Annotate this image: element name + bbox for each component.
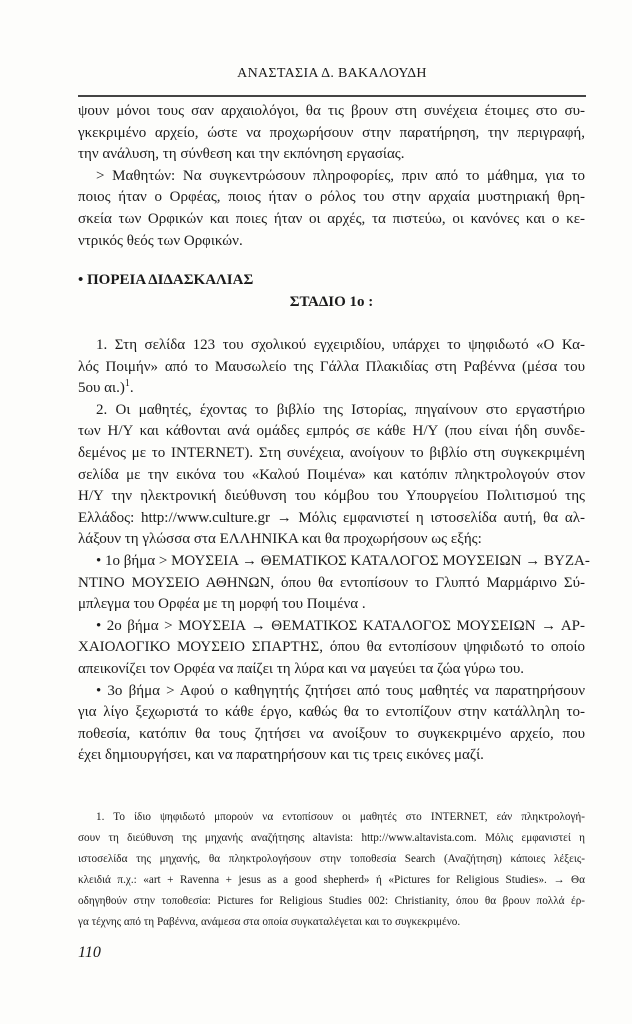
footnote [78, 807, 585, 933]
page-number: 110 [78, 944, 101, 961]
bullet-line: • 2ο βήμα > ΜΟΥΣΕΙΑ → ΘΕΜΑΤΙΚΟΣ ΚΑΤΑΛΟΓΟΣ ΜΟΥΣΕΙΩΝ → ΑΡ- [96, 617, 585, 634]
text-line: Ελλάδος: http://www.culture.gr → Μόλις εμφανιστεί η ιστοσελίδα αυτή, θα αλ- [78, 509, 585, 526]
text-line: έχει δημιουργήσει, και να παρατηρήσουν και τις τρεις εικόνες μαζί. [78, 747, 484, 764]
text-line: ΧΑΙΟΛΟΓΙΚΟ ΜΟΥΣΕΙΟ ΣΠΑΡΤΗΣ, όπου θα εντοπίσουν ψηφιδωτό το οποίο [78, 639, 585, 656]
running-header: ΑΝΑΣΤΑΣΙΑ Δ. ΒΑΚΑΛΟΥΔΗ [237, 66, 427, 81]
text-line: γκεκριμένο αρχείο, ώστε να προχωρήσουν στην παρατήρηση, την περιγραφή, [78, 124, 585, 141]
text-line: ποιος ήταν ο Ορφέας, ποιος ήταν ο ρόλος του στην αρχαία μυστηριακή θρη- [78, 189, 585, 206]
header-rule [78, 95, 586, 97]
text-line: την ανάλυση, τη σύνθεση και την εκπόνηση εργασίας. [78, 146, 405, 163]
text-line: Η/Υ την ηλεκτρονική διεύθυνση του κόμβου του Υπουργείου Πολιτισμού της [78, 488, 585, 505]
text-line: ντρικός θεός των Ορφικών. [78, 232, 243, 249]
body-paragraphs [78, 335, 590, 767]
footnote-line: κλειδιά π.χ.: «art + Ravenna + jesus as a good shepherd» ή «Pictures for Religious Studies». → Θα [78, 874, 585, 886]
footnote-line: 1. Το ίδιο ψηφιδωτό μπορούν να εντοπίσουν οι μαθητές στο INTERNET, εάν πληκτρολογή- [96, 811, 585, 823]
text-line: για λίγο ξεχωριστά το κάθε έργο, καθώς θα το εντοπίζουν στην κατάλληλη το- [78, 704, 585, 721]
text-line: ψουν μόνοι τους σαν αρχαιολόγοι, θα τις βρουν στη συνέχεια έτοιμες στο συ- [78, 103, 585, 119]
stage-heading: ΣΤΑΔΙΟ 1ο : [289, 294, 374, 310]
intro-paragraphs [78, 101, 585, 252]
text-span: . [129, 380, 134, 397]
text-line: λός Ποιμήν» από το Μαυσωλείο της Γάλλα Πλακιδίας στη Ραβέννα (μέσα του [78, 358, 585, 375]
footnote-line: ιστοσελίδα της μηχανής, θα πληκτρολογήσουν στην τοποθεσία Search (Αναζήτηση) κάποιες λέξεις- [78, 853, 585, 865]
footnote-line: οδηγηθούν στην τοποθεσία: Pictures for Religious Studies 002: Christianity, όπου θα βρουν πολλά έρ- [78, 895, 585, 907]
text-line: των Η/Υ και κάθονται ανά ομάδες εμπρός σε κάθε Η/Υ (που είναι ήδη συνδε- [78, 423, 585, 440]
text-line [78, 378, 585, 400]
section-heading: • ΠΟΡΕΙΑ ΔΙΔΑΣΚΑΛΙΑΣ [78, 272, 254, 288]
text-line: ΝΤΙΝΟ ΜΟΥΣΕΙΟ ΑΘΗΝΩΝ, όπου θα εντοπίσουν το Γλυπτό Μαρμάρινο Σύ- [78, 574, 585, 591]
footnote-line: γα τέχνης από τη Ραβέννα, ανάμεσα στα οποία συγκαταλέγεται και το συγκεκριμένο. [78, 916, 461, 928]
text-line: σελίδα με την εικόνα του «Καλού Ποιμένα» και κατόπιν πληκτρολογούν στον [78, 466, 585, 483]
text-span: 5ου αι.) [78, 380, 125, 397]
text-line: σκεία των Ορφικών και ποιες ήταν οι αρχές, τα πιστεύω, οι κανόνες και ο κε- [78, 210, 585, 227]
text-line: > Μαθητών: Να συγκεντρώσουν πληροφορίες, πριν από το μάθημα, για το [96, 167, 585, 184]
text-line: λάξουν τη γλώσσα στα ΕΛΛΗΝΙΚΑ και θα προχωρήσουν ως εξής: [78, 531, 482, 548]
text-line: δεμένος με το INTERNET). Στη συνέχεια, ανοίγουν το βιβλίο στη συγκεκριμένη [78, 444, 585, 461]
text-line: μπλεγμα του Ορφέα με τη μορφή του Ποιμένα . [78, 596, 366, 613]
footnote-line: σουν τη διεύθυνση της μηχανής αναζήτησης altavista: http://www.altavista.com. Μόλις εμφανιστεί η [78, 832, 585, 844]
text-line: 2. Οι μαθητές, έχοντας το βιβλίο της Ιστορίας, πηγαίνουν στο εργαστήριο [96, 401, 585, 418]
bullet-line: • 1ο βήμα > ΜΟΥΣΕΙΑ → ΘΕΜΑΤΙΚΟΣ ΚΑΤΑΛΟΓΟΣ ΜΟΥΣΕΙΩΝ → ΒΥΖΑ- [96, 552, 590, 569]
text-line: ποθεσία, κατόπιν θα τους ζητήσει να ανοίξουν το συγκεκριμένο αρχείο, που [78, 725, 585, 742]
footnote-mark: 1 [124, 378, 130, 390]
text-line: απεικονίζει τον Ορφέα να παίζει τη λύρα και να μαγεύει τα ζώα γύρω του. [78, 660, 525, 677]
bullet-line: • 3ο βήμα > Αφού ο καθηγητής ζητήσει από τους μαθητές να παρατηρήσουν [96, 682, 585, 699]
text-line: 1. Στη σελίδα 123 του σχολικού εγχειριδίου, υπάρχει το ψηφιδωτό «Ο Κα- [96, 337, 585, 353]
